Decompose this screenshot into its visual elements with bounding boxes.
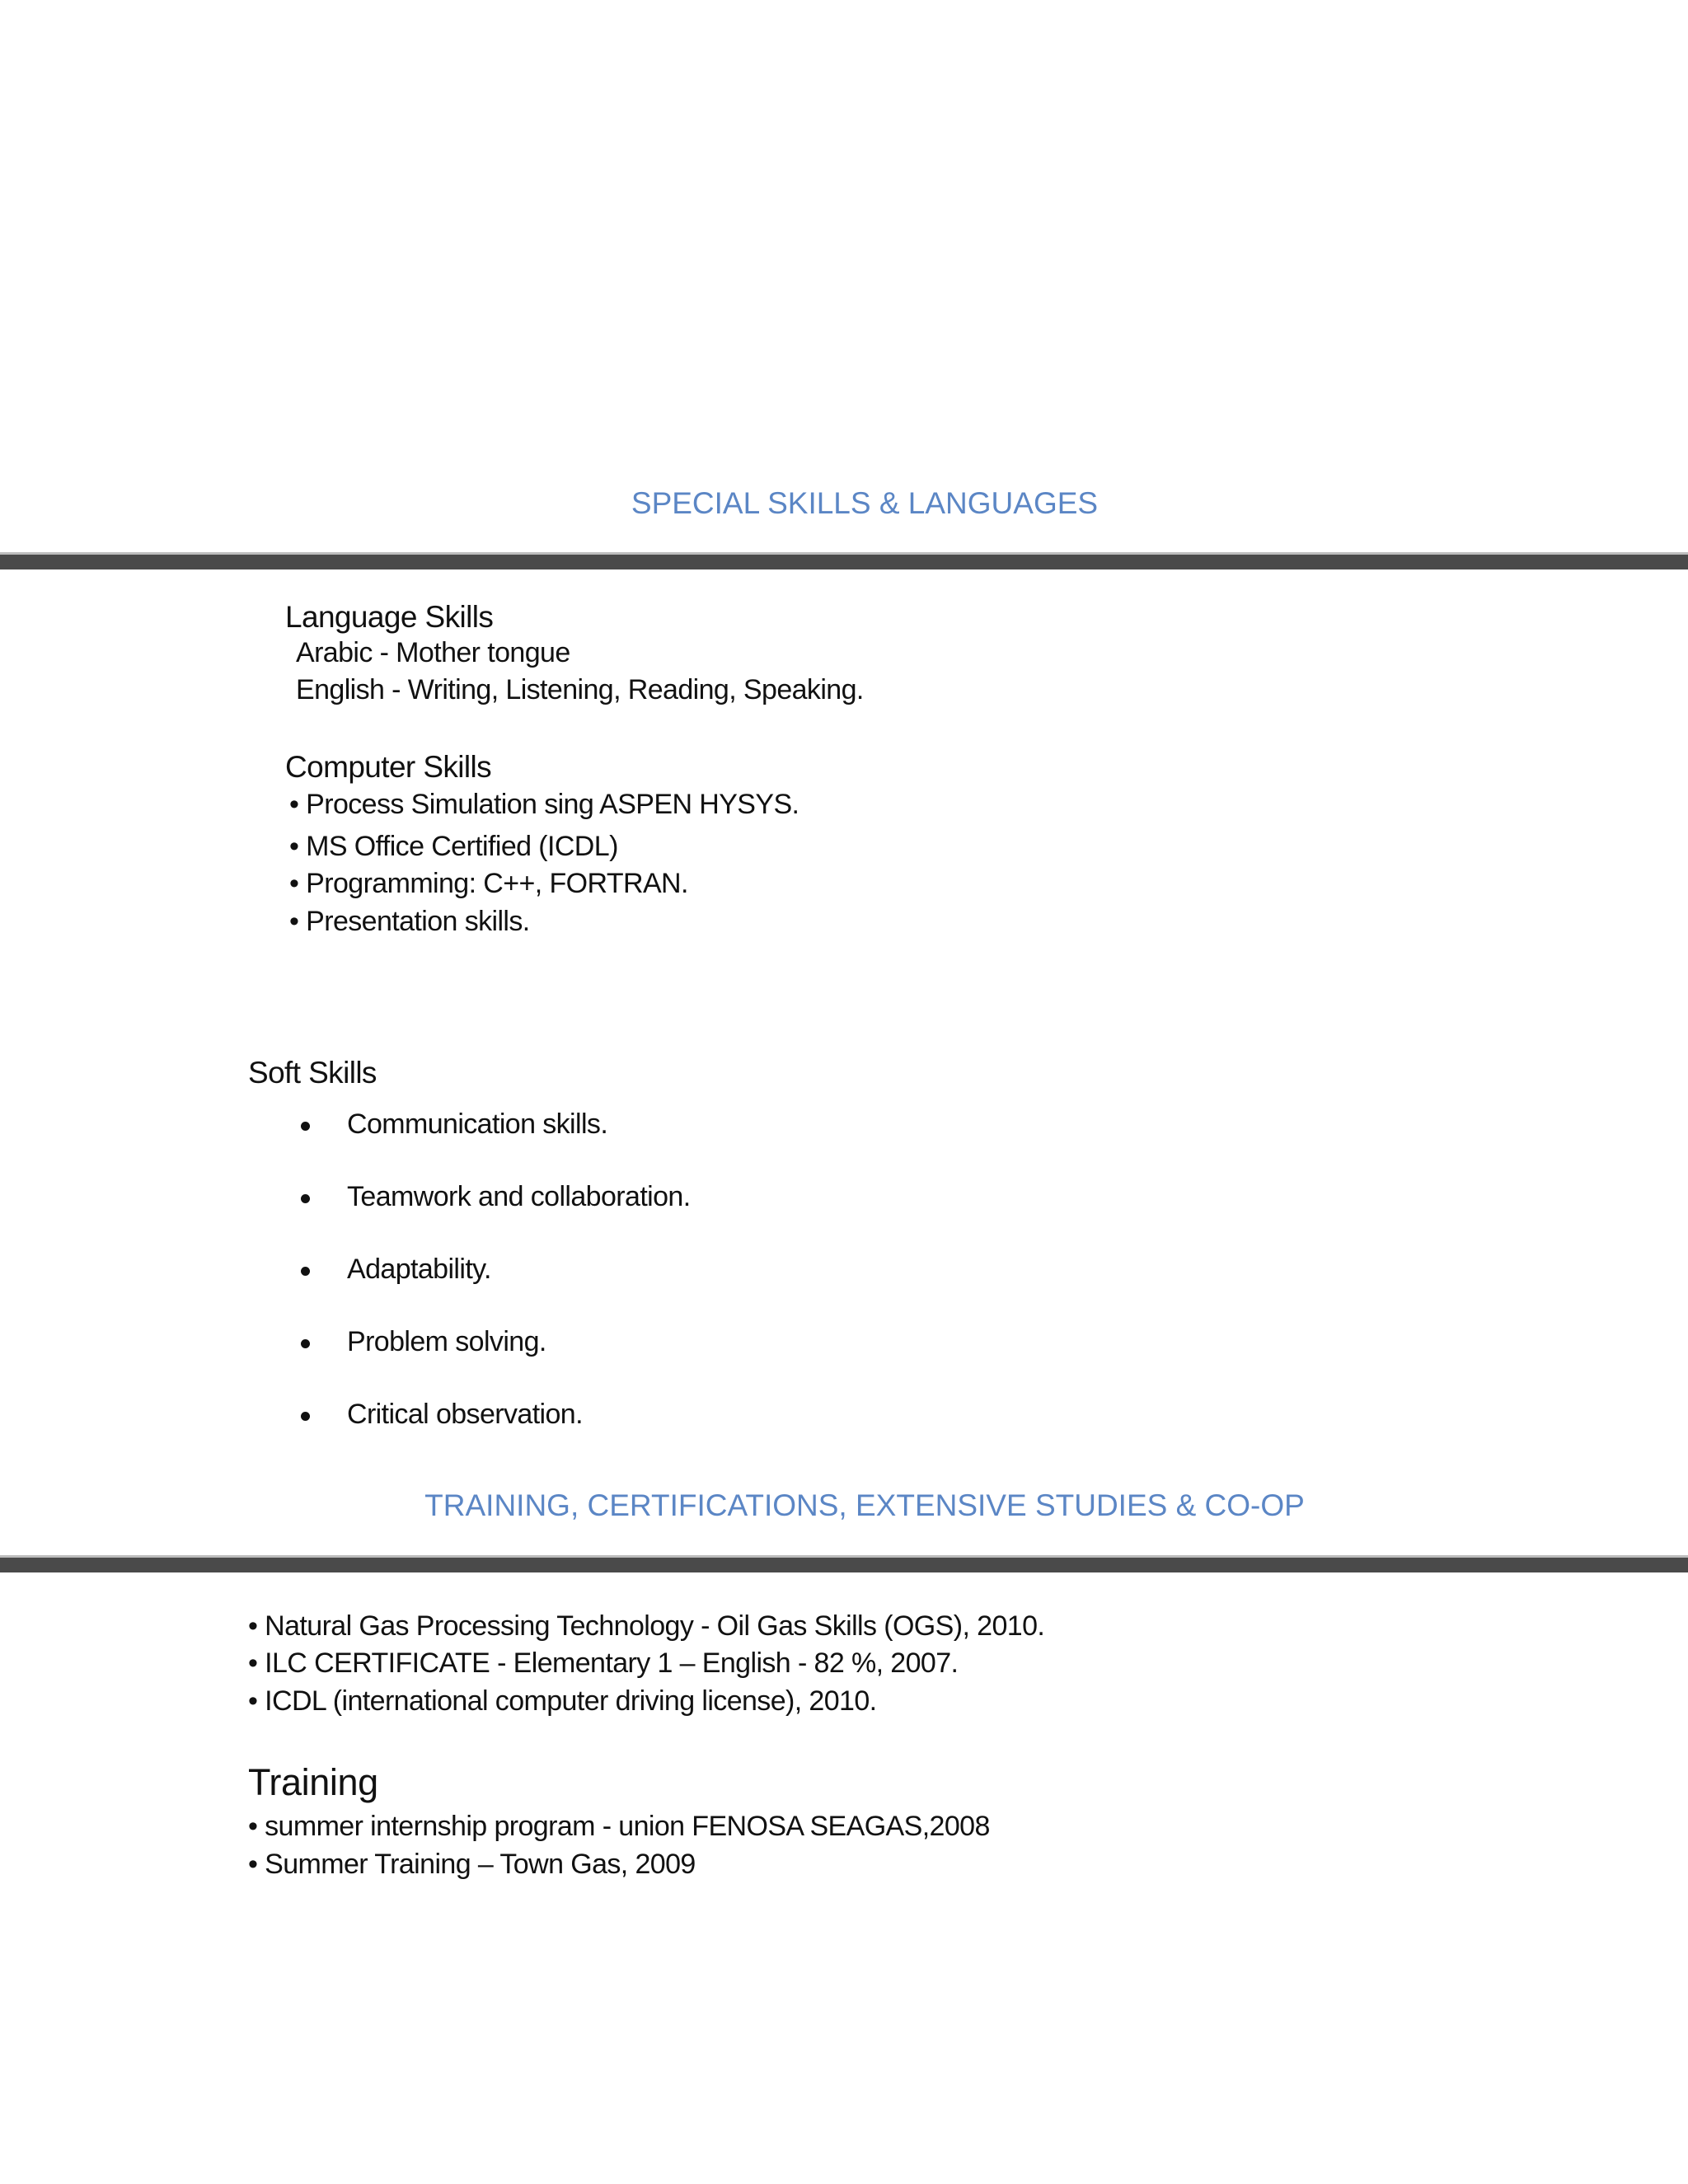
soft-skill-item: Communication skills.: [347, 1108, 608, 1140]
soft-skill-item: Adaptability.: [347, 1254, 491, 1285]
section-divider: [0, 1555, 1688, 1572]
training-section-heading: TRAINING, CERTIFICATIONS, EXTENSIVE STUDIES & CO-OP: [424, 1488, 1305, 1522]
certification-item: • ILC CERTIFICATE - Elementary 1 – English - 82 %, 2007.: [248, 1647, 959, 1679]
soft-skill-item: Critical observation.: [347, 1399, 583, 1430]
soft-skill-item: Teamwork and collaboration.: [347, 1181, 691, 1212]
section-divider: [0, 552, 1688, 569]
computer-skills-title: Computer Skills: [285, 750, 492, 784]
computer-skill-item: • MS Office Certified (ICDL): [289, 831, 618, 862]
bullet-icon: [301, 1122, 310, 1131]
soft-skills-title: Soft Skills: [248, 1056, 377, 1090]
training-item: • summer internship program - union FENOSA SEAGAS,2008: [248, 1811, 990, 1842]
language-item: Arabic - Mother tongue: [296, 637, 570, 668]
computer-skill-item: • Process Simulation sing ASPEN HYSYS.: [289, 789, 799, 820]
language-skills-title: Language Skills: [285, 600, 494, 634]
bullet-icon: [301, 1267, 310, 1276]
training-item: • Summer Training – Town Gas, 2009: [248, 1849, 696, 1880]
language-item: English - Writing, Listening, Reading, Speaking.: [296, 674, 864, 705]
computer-skill-item: • Presentation skills.: [289, 906, 530, 937]
special-skills-heading: SPECIAL SKILLS & LANGUAGES: [631, 486, 1099, 520]
bullet-icon: [301, 1339, 310, 1348]
soft-skill-item: Problem solving.: [347, 1326, 546, 1357]
certification-item: • Natural Gas Processing Technology - Oil Gas Skills (OGS), 2010.: [248, 1610, 1045, 1642]
certification-item: • ICDL (international computer driving license), 2010.: [248, 1685, 877, 1717]
bullet-icon: [301, 1194, 310, 1203]
bullet-icon: [301, 1412, 310, 1421]
computer-skill-item: • Programming: C++, FORTRAN.: [289, 868, 688, 899]
training-title: Training: [248, 1761, 378, 1803]
